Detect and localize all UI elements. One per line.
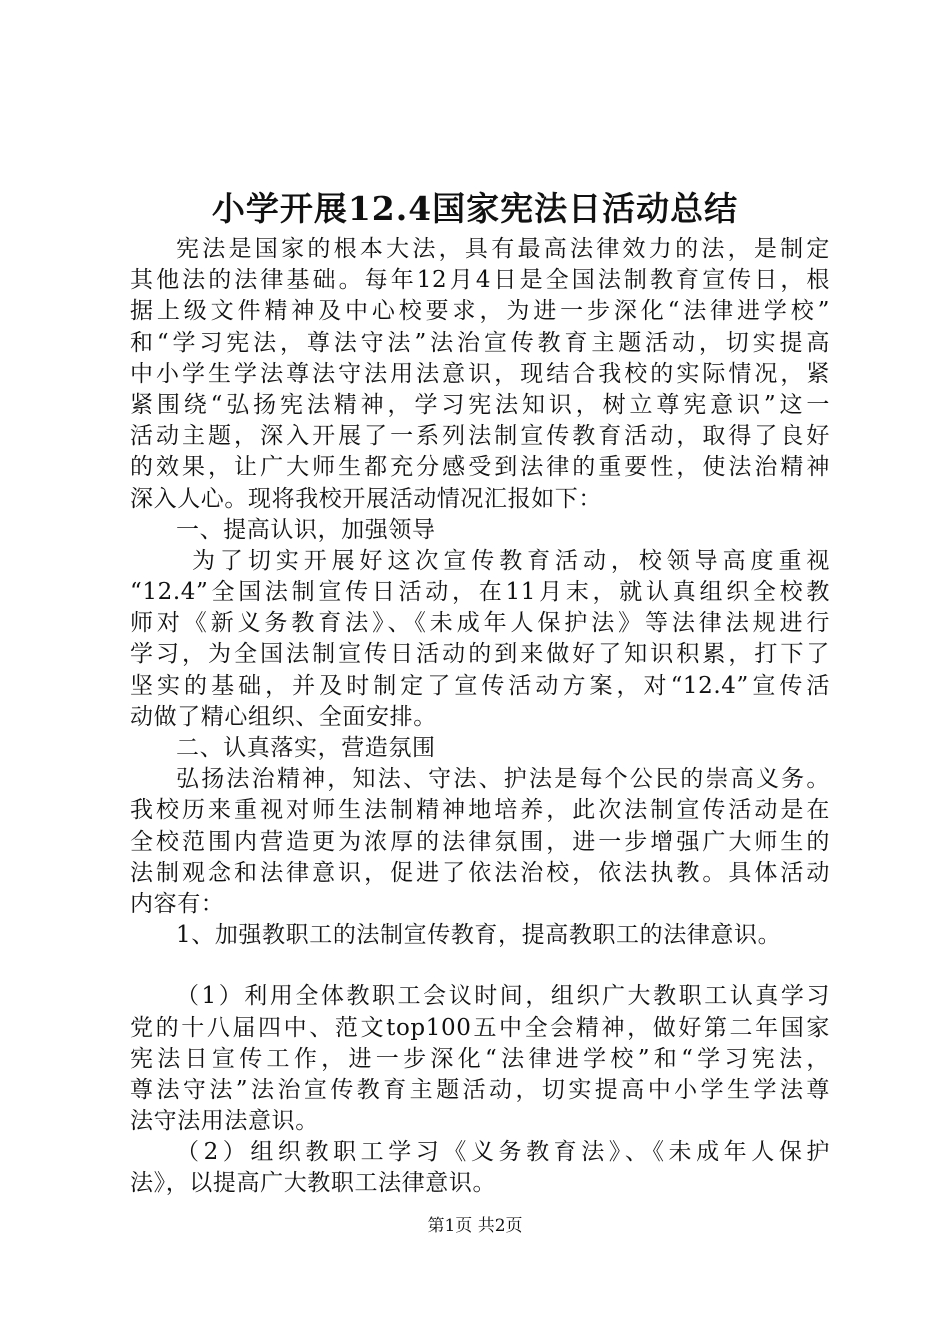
- paragraph-line: 法》，以提高广大教职工法律意识。: [130, 1170, 497, 1197]
- paragraph-line: （1）利用全体教职工会议时间，组织广大教职工认真学习: [176, 983, 830, 1010]
- paragraph-line: 活动主题，深入开展了一系列法制宣传教育活动，取得了良好: [130, 423, 830, 450]
- paragraph-line: 据上级文件精神及中心校要求，为进一步深化“法律进学校”: [130, 298, 830, 325]
- paragraph-line: 和“学习宪法，尊法守法”法治宣传教育主题活动，切实提高: [130, 329, 830, 356]
- page-number-footer: 第1页 共2页: [427, 1216, 523, 1236]
- document-body: [130, 234, 830, 1200]
- paragraph-line: （2）组织教职工学习《义务教育法》、《未成年人保护: [176, 1139, 830, 1166]
- paragraph-line: 师对《新义务教育法》、《未成年人保护法》等法律法规进行: [130, 610, 830, 637]
- paragraph-line: 弘扬法治精神，知法、守法、护法是每个公民的崇高义务。: [176, 766, 830, 793]
- blank-line: [130, 951, 830, 981]
- section-heading: 二、认真落实，营造氛围: [176, 735, 436, 761]
- paragraph-line: 为了切实开展好这次宣传教育活动，校领导高度重视: [192, 547, 830, 574]
- paragraph-line: 内容有：: [130, 890, 225, 917]
- paragraph-line: 党的十八届四中、范文top100五中全会精神，做好第二年国家: [130, 1014, 830, 1041]
- paragraph-line: 我校历来重视对师生法制精神地培养，此次法制宣传活动是在: [130, 797, 830, 824]
- paragraph-line: 紧围绕“弘扬宪法精神，学习宪法知识，树立尊宪意识”这一: [130, 391, 830, 418]
- list-item-heading: 1、加强教职工的法制宣传教育，提高教职工的法律意识。: [176, 922, 782, 949]
- paragraph-line: 深入人心。现将我校开展活动情况汇报如下：: [130, 485, 602, 512]
- paragraph-line: 其他法的法律基础。每年12月4日是全国法制教育宣传日，根: [130, 267, 830, 294]
- paragraph-line: 法制观念和法律意识，促进了依法治校，依法执教。具体活动: [130, 859, 830, 886]
- paragraph-line: “12.4”全国法制宣传日活动，在11月末，就认真组织全校教: [130, 579, 830, 606]
- paragraph-line: 尊法守法”法治宣传教育主题活动，切实提高中小学生学法尊: [130, 1076, 830, 1103]
- paragraph-line: 宪法日宣传工作，进一步深化“法律进学校”和“学习宪法，: [130, 1045, 830, 1072]
- paragraph-line: 全校范围内营造更为浓厚的法律氛围，进一步增强广大师生的: [130, 828, 830, 855]
- document-title: 小学开展12.4国家宪法日活动总结: [211, 189, 739, 228]
- paragraph-line: 的效果，让广大师生都充分感受到法律的重要性，使法治精神: [130, 454, 830, 481]
- paragraph-line: 动做了精心组织、全面安排。: [130, 703, 437, 730]
- paragraph-line: 学习，为全国法制宣传日活动的到来做好了知识积累，打下了: [130, 641, 830, 668]
- paragraph-line: 坚实的基础，并及时制定了宣传活动方案，对“12.4”宣传活: [130, 672, 830, 699]
- paragraph-line: 中小学生学法尊法守法用法意识，现结合我校的实际情况，紧: [130, 360, 830, 387]
- section-heading: 一、提高认识，加强领导: [176, 516, 436, 543]
- paragraph-line: 宪法是国家的根本大法，具有最高法律效力的法，是制定: [176, 236, 830, 262]
- paragraph-line: 法守法用法意识。: [130, 1108, 319, 1135]
